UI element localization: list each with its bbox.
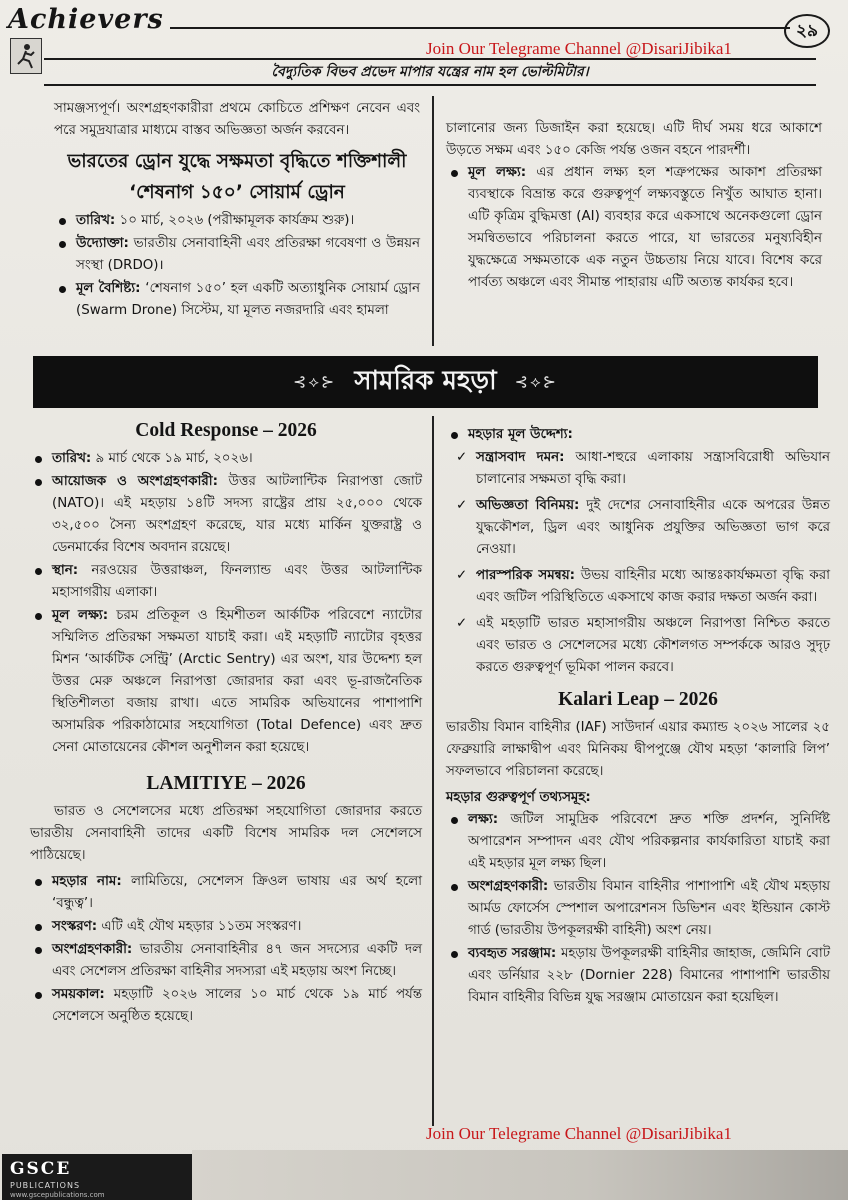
item-label: ব্যবহৃত সরঞ্জাম: [468, 946, 557, 961]
check-icon: ✓ [456, 568, 468, 583]
item-text: মহড়ায় উপকূলরক্ষী বাহিনীর জাহাজ, জেমিনি বোট এবং ডর্নিয়ার ২২৮ (Dornier 228) বিমানের পাশাপাশি ভারতীয় বিমান বাহিনীর বিভিন্ন যুদ্ধ সরঞ্জাম মোতায়েন করা হয়েছিল। [468, 946, 830, 1005]
item-label: পারস্পরিক সমন্বয়: [476, 568, 575, 583]
list-item [446, 876, 830, 942]
item-text: এর প্রধান লক্ষ্য হল শত্রুপক্ষের আকাশ প্রতিরক্ষা ব্যবস্থাকে বিভ্রান্ত করে গুরুত্বপূর্ণ লক্ষ্যবস্তুতে নিখুঁত আঘাত হানা। এটি কৃত্রিম বুদ্ধিমত্তা (AI) ব্যবহার করে একসাথে অনেকগুলো ড্রোন সমন্বিতভাবে পরিচালনা করতে পারে, যা ভারতের মনুষ্যবিহীন যুদ্ধক্ষেত্রে সক্ষমতাকে এক নতুন উচ্চতায় নিয়ে যাবে। বিশেষ করে পার্বত্য অঞ্চলে এবং সীমান্ত পাহারায় এটি অত্যন্ত কার্যকর হবে। [468, 165, 823, 290]
cold-response-list [30, 448, 422, 759]
intro-continuation: সামঞ্জস্যপূর্ণ। অংশগ্রহণকারীরা প্রথমে কোচিতে প্রশিক্ষণ নেবেন এবং পরে সমুদ্রযাত্রার মাধ্যমে বাস্তব অভিজ্ঞতা অর্জন করবেন। [54, 101, 420, 138]
item-text: মহড়াটি ২০২৬ সালের ১০ মার্চ থেকে ১৯ মার্চ পর্যন্ত সেশেলসে অনুষ্ঠিত হয়েছে। [52, 987, 422, 1024]
item-text: লামিতিয়ে, সেশেলস ক্রিওল ভাষায় এর অর্থ হলো ‘বন্ধুত্ব’। [52, 874, 422, 911]
publisher-logo [2, 1154, 192, 1200]
item-label: সন্ত্রাসবাদ দমন: [476, 450, 565, 465]
page-number: ২৯ [784, 14, 830, 48]
footer-band [192, 1150, 848, 1200]
check-icon: ✓ [456, 450, 468, 465]
list-item [446, 943, 830, 1009]
list-item [30, 871, 422, 915]
check-item [446, 565, 830, 609]
lamitiye-list [30, 871, 422, 1028]
item-text: এই মহড়াটি ভারত মহাসাগরীয় অঞ্চলে নিরাপত্তা নিশ্চিত করতে এবং ভারত ও সেশেলসের মধ্যে কৌশলগত সম্পর্ককে আরও সুদৃঢ় করতে গুরুত্বপূর্ণ ভূমিকা পালন করবে। [476, 616, 830, 675]
item-text: আধা-শহুরে এলাকায় সন্ত্রাসবিরোধী অভিযান চালানোর সক্ষমতা বৃদ্ধি করা। [476, 450, 830, 487]
lamitiye-title: LAMITIYE – 2026 [146, 773, 306, 794]
list-item [54, 210, 420, 232]
item-label: সংস্করণ: [52, 919, 98, 934]
list-item [30, 939, 422, 983]
item-label: উদ্যোক্তা: [76, 236, 129, 251]
item-text: ‘শেষনাগ ১৫০’ হল একটি অত্যাধুনিক সোয়ার্ম ড্রোন (Swarm Drone) সিস্টেম, যা মূলত নজরদারি এবং হামলা [76, 281, 420, 318]
item-label: সময়কাল: [52, 987, 105, 1002]
item-label: মূল লক্ষ্য: [468, 165, 527, 180]
check-icon: ✓ [456, 616, 468, 631]
item-label: লক্ষ্য: [468, 812, 499, 827]
item-text: ভারতীয় সেনাবাহিনী এবং প্রতিরক্ষা গবেষণা ও উন্নয়ন সংস্থা (DRDO)। [76, 236, 420, 273]
list-item [30, 448, 422, 470]
check-item [446, 495, 830, 561]
item-text: উভয় বাহিনীর মধ্যে আন্তঃকার্যক্ষমতা বৃদ্ধি করা এবং জটিল পরিস্থিতিতে একসাথে কাজ করার দক্ষতা অর্জন করা। [476, 568, 830, 605]
item-label: মূল লক্ষ্য: [52, 608, 109, 623]
item-text: ১০ মার্চ, ২০২৬ (পরীক্ষামূলক কার্যক্রম শুরু)। [115, 213, 355, 228]
item-text: চরম প্রতিকূল ও হিমশীতল আর্কটিক পরিবেশে ন্যাটোর সম্মিলিত প্রতিরক্ষা সক্ষমতা যাচাই করা। এই মহড়াটি ন্যাটোর বৃহত্তর মিশন ‘আর্কটিক সেন্ট্রি’ (Arctic Sentry) এর অংশ, যার উদ্দেশ্য হল উত্তর মেরু অঞ্চলে নিরাপত্তা জোরদার করা এবং ভূ-রাজনৈতিক স্থিতিশীলতা বজায় রাখা। এতে সামরিক অভিযানের পাশাপাশি অসামরিক পরিকাঠামোর সহযোগিতা (Total Defence) এবং দ্রুত সেনা মোতায়েনের কৌশল অনুশীলন করা হয়েছে। [52, 608, 423, 755]
list-item [54, 278, 420, 322]
drone-heading-line1: ভারতের ড্রোন যুদ্ধে সক্ষমতা বৃদ্ধিতে শক্তিশালী [67, 151, 407, 172]
publisher-name: GSCE [10, 1159, 72, 1179]
telegram-watermark-bottom: Join Our Telegrame Channel @DisariJibika1 [426, 1124, 732, 1143]
item-text: দুই দেশের সেনাবাহিনীর একে অপরের উন্নত যুদ্ধকৌশল, ড্রিল এবং আধুনিক প্রযুক্তির অভিজ্ঞতা ভাগ করে নেওয়া। [476, 498, 830, 557]
list-item [30, 916, 422, 938]
objectives-list [446, 424, 830, 446]
list-item [30, 471, 422, 559]
banner-title: সামরিক মহড়া [354, 366, 497, 396]
runner-logo-icon [10, 38, 42, 74]
item-text: এটি এই যৌথ মহড়ার ১১তম সংস্করণ। [97, 919, 302, 934]
check-item [446, 447, 830, 491]
ornament-right-icon: ⊰⟡⊱ [514, 372, 559, 391]
item-text: নরওয়ের উত্তরাঞ্চল, ফিনল্যান্ড এবং উত্তর আটলান্টিক মহাসাগরীয় এলাকা। [52, 563, 422, 600]
publisher-sub: PUBLICATIONS [10, 1181, 81, 1190]
kalari-facts-heading: মহড়ার গুরুত্বপূর্ণ তথ্যসমূহ: [446, 790, 591, 805]
list-item [54, 233, 420, 277]
list-item [30, 984, 422, 1028]
item-label: তারিখ: [52, 451, 92, 466]
kalari-list [446, 809, 830, 1009]
drone-section-continued [446, 118, 822, 295]
telegram-watermark-top: Join Our Telegrame Channel @DisariJibika1 [426, 39, 732, 58]
left-body-column [30, 414, 422, 1029]
item-label: মূল বৈশিষ্ট্য: [76, 281, 141, 296]
column-divider [432, 416, 434, 1126]
publisher-url: www.gscepublications.com [10, 1191, 105, 1199]
drone-continuation: চালানোর জন্য ডিজাইন করা হয়েছে। এটি দীর্ঘ সময় ধরে আকাশে উড়তে সক্ষম এবং ১৫০ কেজি পর্যন্ত ওজন বহনে পারদর্শী। [446, 121, 822, 158]
item-text: ভারতীয় সেনাবাহিনীর ৪৭ জন সদস্যের একটি দল এবং সেশেলস প্রতিরক্ষা বাহিনীর সদস্যরা এই মহড়ায় অংশ নিচ্ছে। [52, 942, 422, 979]
item-text: ভারতীয় বিমান বাহিনীর পাশাপাশি এই যৌথ মহড়ায় আর্মড ফোর্সেস স্পেশাল অপারেশনস ডিভিশন এবং ইন্ডিয়ান কোস্ট গার্ড (ভারতীয় উপকূলরক্ষী বাহিনী) অংশ নেয়। [468, 879, 830, 938]
drone-section [54, 98, 420, 323]
header-rule [170, 27, 790, 29]
list-item [30, 605, 422, 759]
drone-heading-line2: ‘শেষনাগ ১৫০’ সোয়ার্ম ড্রোন [129, 182, 345, 203]
item-label: অভিজ্ঞতা বিনিময়: [476, 498, 580, 513]
section-banner [33, 356, 818, 408]
ornament-left-icon: ⊰⟡⊱ [292, 372, 337, 391]
item-text: ৯ মার্চ থেকে ১৯ মার্চ, ২০২৬। [91, 451, 253, 466]
check-item [446, 613, 830, 679]
kalari-intro: ভারতীয় বিমান বাহিনীর (IAF) সাউদার্ন এয়ার কম্যান্ড ২০২৬ সালের ২৫ ফেব্রুয়ারি লাক্ষাদ্বীপ এবং মিনিকয় দ্বীপপুঞ্জে যৌথ মহড়া ‘কালারি লিপ’ সফলভাবে পরিচালনা করেছে। [446, 720, 830, 779]
brand-logo-text: Achievers [8, 4, 164, 35]
list-item [30, 560, 422, 604]
item-label: মহড়ার নাম: [52, 874, 122, 889]
check-icon: ✓ [456, 498, 468, 513]
lamitiye-intro: ভারত ও সেশেলসের মধ্যে প্রতিরক্ষা সহযোগিতা জোরদার করতে ভারতীয় সেনাবাহিনী তাদের একটি বিশেষ সামরিক দল সেশেলসে পাঠিয়েছে। [30, 804, 422, 863]
objectives-checklist [446, 447, 830, 679]
item-label: অংশগ্রহণকারী: [52, 942, 133, 957]
item-label: স্থান: [52, 563, 79, 578]
kalari-title: Kalari Leap – 2026 [558, 689, 718, 710]
fact-strip: বৈদ্যুতিক বিভব প্রভেদ মাপার যন্ত্রের নাম হল ভোল্টমিটার। [44, 58, 816, 86]
item-label: তারিখ: [76, 213, 116, 228]
drone-facts-list [54, 210, 420, 322]
list-item [446, 809, 830, 875]
list-item [446, 424, 830, 446]
column-divider [432, 96, 434, 346]
item-label: আয়োজক ও অংশগ্রহণকারী: [52, 474, 218, 489]
cold-response-title: Cold Response – 2026 [135, 420, 317, 441]
drone-goal-list [446, 162, 822, 294]
right-body-column [446, 424, 830, 1010]
item-text: উত্তর আটলান্টিক নিরাপত্তা জোট (NATO)। এই মহড়ায় ১৪টি সদস্য রাষ্ট্রের প্রায় ২৫,০০০ থেকে ৩২,৫০০ সৈন্য অংশগ্রহণ করেছে, যার মধ্যে মার্কিন যুক্তরাষ্ট্র ও ডেনমার্কের বিশেষ অবদান রয়েছে। [52, 474, 422, 555]
list-item [446, 162, 822, 294]
objectives-heading: মহড়ার মূল উদ্দেশ্য: [468, 427, 573, 442]
item-text: জটিল সামুদ্রিক পরিবেশে দ্রুত শক্তি প্রদর্শন, সুনির্দিষ্ট অপারেশন সম্পাদন এবং যৌথ পরিকল্পনার কার্যকারিতা যাচাই করা এই মহড়ার মূল লক্ষ্য ছিল। [468, 812, 830, 871]
item-label: অংশগ্রহণকারী: [468, 879, 549, 894]
